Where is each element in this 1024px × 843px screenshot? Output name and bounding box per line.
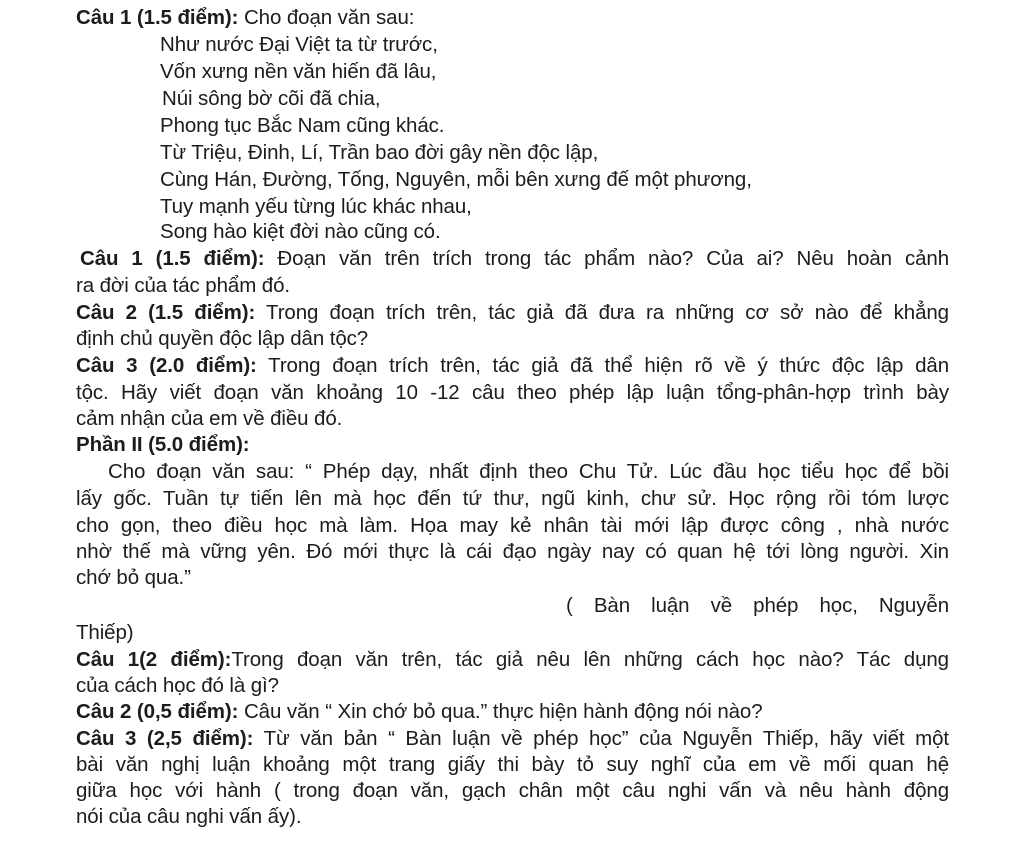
passage-text: cho gọn, theo điều học mà làm. Họa may kẻ nhân tài mới lập được công , nhà nước bbox=[76, 514, 949, 537]
poem-line: Phong tục Bắc Nam cũng khác. bbox=[160, 114, 445, 137]
passage-line bbox=[76, 539, 949, 565]
passage-text: nhờ thế mà vững yên. Đó mới thực là cái đạo ngày nay có quan hệ tới lòng người. Xin bbox=[76, 540, 949, 563]
part1-q3-label: Câu 3 (2.0 điểm): bbox=[76, 354, 257, 377]
part1-q1-label: Câu 1 (1.5 điểm): bbox=[80, 247, 265, 270]
part2-question-2 bbox=[76, 699, 763, 725]
source-citation bbox=[566, 593, 949, 619]
source-citation-continuation: Thiếp) bbox=[76, 621, 134, 644]
poem-line: Song hào kiệt đời nào cũng có. bbox=[160, 220, 441, 243]
part2-q3-continuation: nói của câu nghi vấn ấy). bbox=[76, 805, 302, 828]
part1-intro bbox=[76, 5, 414, 31]
part2-question-1 bbox=[76, 647, 949, 673]
part2-q3-label: Câu 3 (2,5 điểm): bbox=[76, 727, 254, 750]
part1-question-3 bbox=[76, 353, 949, 379]
passage-line: chớ bỏ qua.” bbox=[76, 566, 191, 589]
part2-heading-text: Phần II (5.0 điểm): bbox=[76, 433, 250, 456]
poem-line: Từ Triệu, Đinh, Lí, Trần bao đời gây nền độc lập, bbox=[160, 141, 599, 164]
part1-q1-continuation: ra đời của tác phẩm đó. bbox=[76, 274, 290, 297]
passage-line bbox=[76, 513, 949, 539]
part1-question-2 bbox=[76, 300, 949, 326]
passage-line bbox=[108, 459, 949, 485]
part1-q1-text: Đoạn văn trên trích trong tác phẩm nào? Của ai? Nêu hoàn cảnh bbox=[264, 247, 949, 270]
part1-intro-label: Câu 1 (1.5 điểm): bbox=[76, 6, 239, 29]
part2-q2-text: Câu văn “ Xin chớ bỏ qua.” thực hiện hành động nói nào? bbox=[238, 700, 763, 723]
part2-q1-continuation: của cách học đó là gì? bbox=[76, 674, 279, 697]
passage-text: lấy gốc. Tuần tự tiến lên mà học đến tứ thư, ngũ kinh, chư sử. Học rộng rồi tóm lược bbox=[76, 487, 949, 510]
part1-q2-label: Câu 2 (1.5 điểm): bbox=[76, 301, 256, 324]
part2-q3-line3: giữa học với hành ( trong đoạn văn, gạch chân một câu nghi vấn và nêu hành động bbox=[76, 779, 949, 802]
part1-q3-text: Trong đoạn trích trên, tác giả đã thể hiện rõ về ý thức độc lập dân bbox=[256, 354, 949, 377]
passage-line bbox=[76, 486, 949, 512]
part1-q2-text: Trong đoạn trích trên, tác giả đã đưa ra những cơ sở nào để khẳng bbox=[255, 301, 949, 324]
poem-line: Núi sông bờ cõi đã chia, bbox=[162, 87, 381, 110]
poem-line: Vốn xưng nền văn hiến đã lâu, bbox=[160, 60, 437, 83]
part1-q3-continuation: cảm nhận của em về điều đó. bbox=[76, 407, 343, 430]
part2-question-3 bbox=[76, 726, 949, 752]
part2-q1-label: Câu 1(2 điểm): bbox=[76, 648, 232, 671]
part1-intro-text: Cho đoạn văn sau: bbox=[238, 6, 415, 29]
poem-line: Tuy mạnh yếu từng lúc khác nhau, bbox=[160, 195, 472, 218]
passage-text: Cho đoạn văn sau: “ Phép dạy, nhất định theo Chu Tử. Lúc đầu học tiểu học để bồi bbox=[108, 460, 949, 483]
poem-line: Cùng Hán, Đường, Tống, Nguyên, mỗi bên xưng đế một phương, bbox=[160, 168, 752, 191]
part2-q1-text: Trong đoạn văn trên, tác giả nêu lên những cách học nào? Tác dụng bbox=[231, 648, 949, 671]
part1-q3-continuation bbox=[76, 380, 949, 406]
part1-question-1 bbox=[80, 246, 949, 272]
part2-q3-line2: bài văn nghị luận khoảng một trang giấy thi bày tỏ suy nghĩ của em về mối quan hệ bbox=[76, 753, 949, 776]
part2-q2-label: Câu 2 (0,5 điểm): bbox=[76, 700, 239, 723]
part1-q2-continuation: định chủ quyền độc lập dân tộc? bbox=[76, 327, 369, 350]
part2-q3-continuation bbox=[76, 778, 949, 804]
poem-line: Như nước Đại Việt ta từ trước, bbox=[160, 33, 438, 56]
part2-q3-continuation bbox=[76, 752, 949, 778]
part2-heading bbox=[76, 432, 250, 458]
source-citation-text: ( Bàn luận về phép học, Nguyễn bbox=[566, 594, 949, 617]
part1-q3-line2: tộc. Hãy viết đoạn văn khoảng 10 -12 câu theo phép lập luận tổng-phân-hợp trình bày bbox=[76, 381, 949, 404]
part2-q3-text: Từ văn bản “ Bàn luận về phép học” của Nguyễn Thiếp, hãy viết một bbox=[253, 727, 949, 750]
